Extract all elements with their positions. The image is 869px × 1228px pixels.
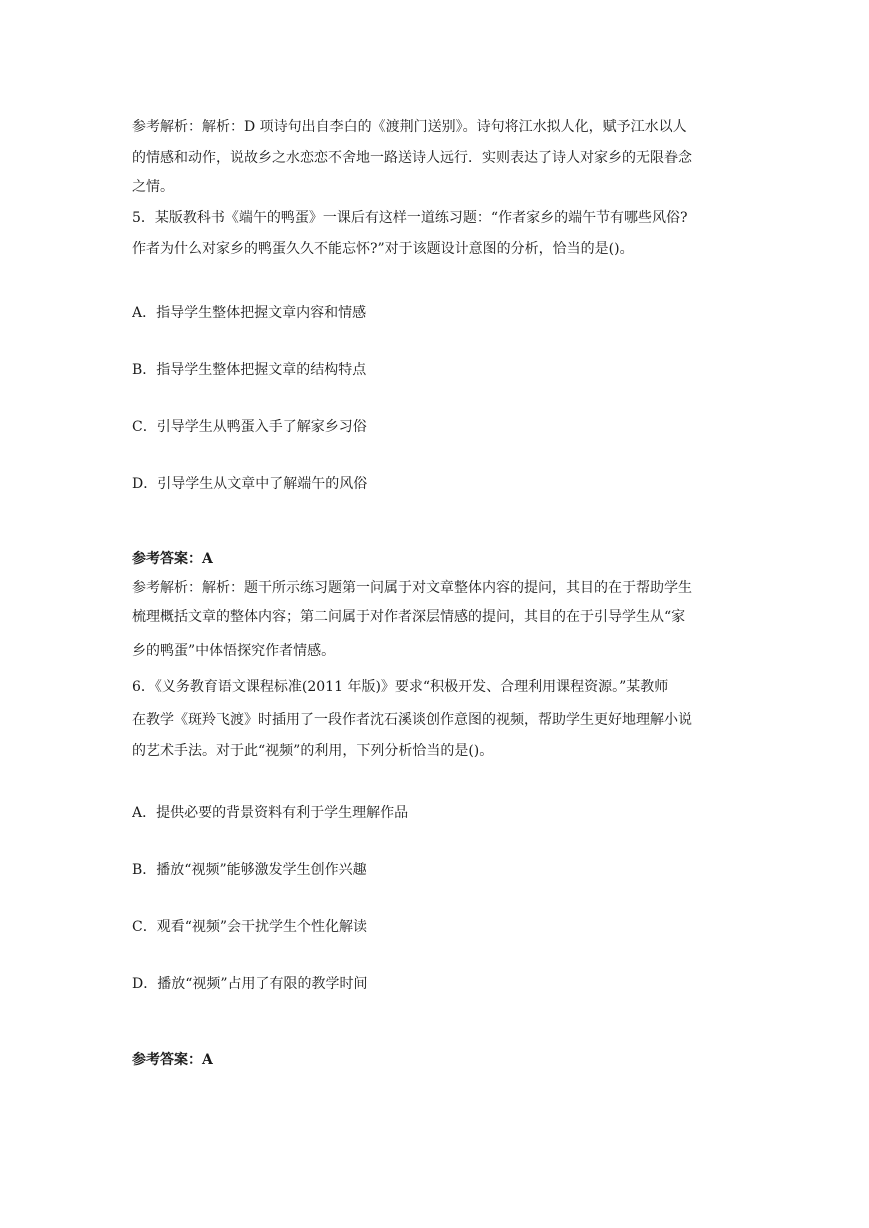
- q5-answer: 参考答案：A: [132, 551, 213, 567]
- q5-analysis-line-3: 乡的鸭蛋”中体悟探究作者情感。: [132, 643, 336, 659]
- q6-stem-line-3: 的艺术手法。对于此“视频”的利用，下列分析恰当的是()。: [132, 743, 494, 759]
- q5-option-a: A．指导学生整体把握文章内容和情感: [132, 305, 367, 321]
- q6-option-b: B．播放“视频”能够激发学生创作兴趣: [132, 862, 367, 878]
- prev-analysis-line-3: 之情。: [132, 179, 174, 195]
- q5-stem-line-2: 作者为什么对家乡的鸭蛋久久不能忘怀?”对于该题设计意图的分析，恰当的是()。: [132, 241, 634, 257]
- q6-option-c: C．观看“视频”会干扰学生个性化解读: [132, 919, 368, 935]
- q6-option-d: D．播放“视频”占用了有限的教学时间: [132, 976, 368, 992]
- q6-option-a: A．提供必要的背景资料有利于学生理解作品: [132, 805, 409, 821]
- q6-answer: 参考答案：A: [132, 1052, 213, 1068]
- q5-option-d: D．引导学生从文章中了解端午的风俗: [132, 476, 368, 492]
- q5-option-b: B．指导学生整体把握文章的结构特点: [132, 362, 367, 378]
- q6-stem-line-2: 在教学《斑羚飞渡》时插用了一段作者沈石溪谈创作意图的视频，帮助学生更好地理解小说: [132, 712, 692, 728]
- q5-option-c: C．引导学生从鸭蛋入手了解家乡习俗: [132, 419, 367, 435]
- q5-analysis-line-2: 梳理概括文章的整体内容；第二问属于对作者深层情感的提问，其目的在于引导学生从“家: [132, 609, 686, 625]
- prev-analysis-line-1: 参考解析：解析：D 项诗句出自李白的《渡荆门送别》。诗句将江水拟人化，赋予江水以人: [132, 119, 687, 135]
- q5-analysis-line-1: 参考解析：解析：题干所示练习题第一问属于对文章整体内容的提问，其目的在于帮助学生: [132, 580, 692, 596]
- prev-analysis-line-2: 的情感和动作，说故乡之水恋恋不舍地一路送诗人远行．实则表达了诗人对家乡的无限眷念: [132, 150, 692, 166]
- q6-stem-line-1: 6．《义务教育语文课程标准(2011 年版)》要求“积极开发、合理利用课程资源。”某教师: [132, 679, 669, 695]
- q5-stem-line-1: 5．某版教科书《端午的鸭蛋》一课后有这样一道练习题：“作者家乡的端午节有哪些风俗?: [132, 210, 688, 226]
